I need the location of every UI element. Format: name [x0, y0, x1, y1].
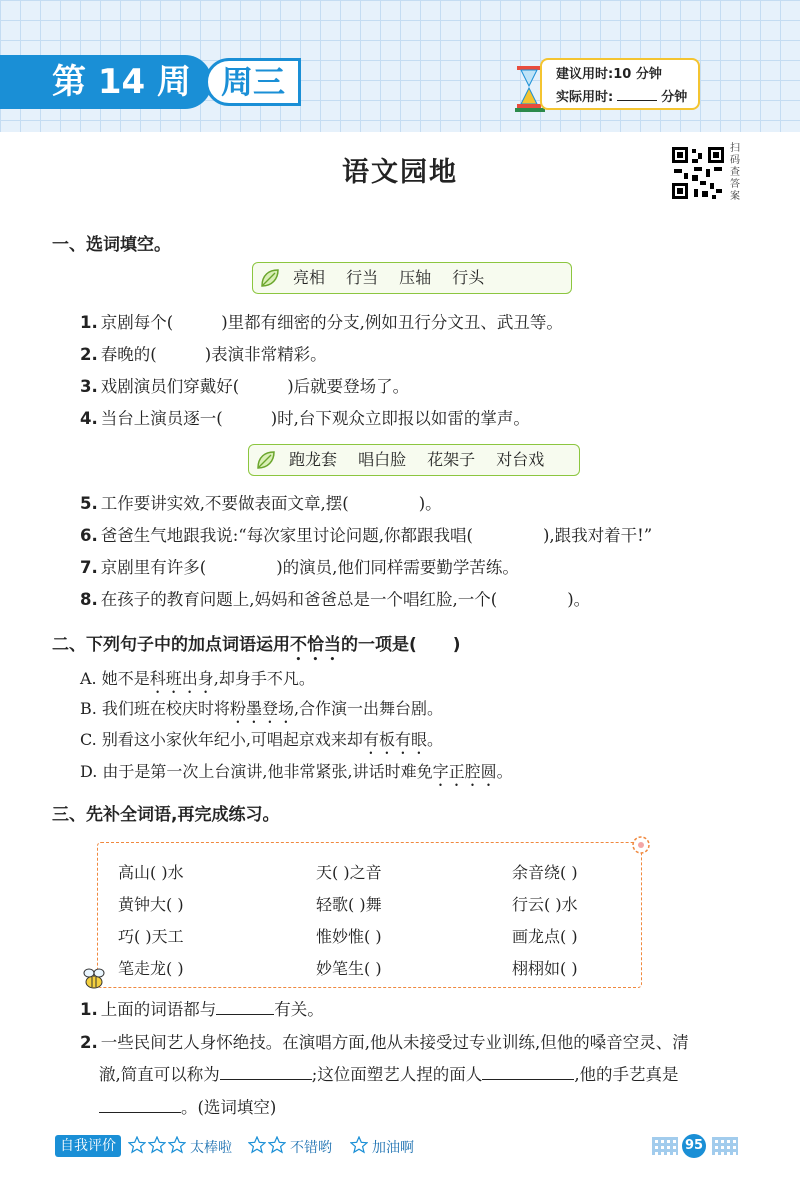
answer-blank[interactable] [220, 1065, 312, 1080]
section-1-heading: 一、选词填空。 [52, 235, 171, 255]
s1-item-1: 1. 京剧每个( )里都有细密的分支,例如丑行分文丑、武丑等。 [80, 313, 563, 332]
week-banner: 第 14 周 [0, 55, 212, 109]
page-title: 语文园地 [342, 157, 458, 188]
flower-icon [630, 834, 652, 856]
qr-caption: 扫码查答案 [730, 143, 740, 202]
s1-item-6: 6. 爸爸生气地跟我说:“每次家里讨论问题,你都跟我唱( ),跟我对着干!” [80, 526, 653, 545]
s1-item-3: 3. 戏剧演员们穿戴好( )后就要登场了。 [80, 377, 410, 396]
rating-keep-going: 加油啊 [372, 1140, 414, 1156]
word-bank-1-words: 亮相 行当 压轴 行头 [293, 268, 485, 287]
idiom-cell[interactable]: 余音绕( ) [512, 863, 578, 882]
s1-item-7: 7. 京剧里有许多( )的演员,他们同样需要勤学苦练。 [80, 558, 519, 577]
actual-time: 实际用时: 分钟 [556, 86, 698, 109]
suggested-time: 建议用时:10 分钟 [556, 67, 662, 82]
s1-item-4: 4. 当台上演员逐一( )时,台下观众立即报以如雷的掌声。 [80, 409, 530, 428]
option-d[interactable]: D. 由于是第一次上台演讲,他非常紧张,讲话时难免字正腔圆。 [80, 762, 513, 781]
word-bank-2-words: 跑龙套 唱白脸 花架子 对台戏 [289, 450, 545, 469]
rating-good: 不错哟 [290, 1140, 332, 1156]
self-eval-label: 自我评价 [55, 1135, 121, 1157]
word-bank-2 [248, 444, 580, 476]
section-3-heading: 三、先补全词语,再完成练习。 [52, 805, 280, 825]
idiom-cell[interactable]: 笔走龙( ) [118, 959, 184, 978]
s1-item-5: 5. 工作要讲实效,不要做表面文章,摆( )。 [80, 494, 442, 513]
word-bank-1 [252, 262, 572, 294]
leaf-icon [259, 267, 281, 289]
s3-question-1: 1. 上面的词语都与 有关。 [80, 1000, 324, 1019]
idiom-cell[interactable]: 画龙点( ) [512, 927, 578, 946]
idiom-cell[interactable]: 黄钟大( ) [118, 895, 184, 914]
s1-item-8: 8. 在孩子的教育问题上,妈妈和爸爸总是一个唱红脸,一个( )。 [80, 590, 591, 609]
leaf-icon [255, 449, 277, 471]
idiom-cell[interactable]: 行云( )水 [512, 895, 578, 914]
option-b[interactable]: B. 我们班在校庆时将粉墨登场,合作演一出舞台剧。 [80, 699, 444, 718]
answer-blank[interactable] [99, 1098, 181, 1113]
day-badge: 周三 [205, 58, 301, 106]
s1-item-2: 2. 春晚的( )表演非常精彩。 [80, 345, 327, 364]
page-number: 95 [682, 1134, 706, 1158]
option-c[interactable]: C. 别看这小家伙年纪小,可唱起京戏来却有板有眼。 [80, 730, 443, 749]
s3-question-2-line-3: 。(选词填空) [99, 1094, 276, 1118]
idiom-cell[interactable]: 天( )之音 [316, 863, 382, 882]
star-icon[interactable] [350, 1136, 368, 1154]
star-icon[interactable] [268, 1136, 286, 1154]
rating-great: 太棒啦 [190, 1140, 232, 1156]
bee-icon [80, 966, 108, 992]
idiom-cell[interactable]: 轻歌( )舞 [316, 895, 382, 914]
answer-blank[interactable] [216, 1000, 274, 1015]
page-number-decoration [652, 1137, 678, 1155]
page-number-decoration [712, 1137, 738, 1155]
star-icon[interactable] [168, 1136, 186, 1154]
idiom-cell[interactable]: 高山( )水 [118, 863, 184, 882]
s3-question-2-line-1: 2. 一些民间艺人身怀绝技。在演唱方面,他从未接受过专业训练,但他的嗓音空灵、清 [80, 1033, 689, 1052]
section-2-heading: 二、下列句子中的加点词语运用不恰当的一项是( ) [52, 635, 461, 655]
s3-question-2-line-2: 澈,简直可以称为 ;这位面塑艺人捏的面人 ,他的手艺真是 [99, 1065, 679, 1084]
answer-blank[interactable] [482, 1065, 574, 1080]
idiom-cell[interactable]: 栩栩如( ) [512, 959, 578, 978]
option-a[interactable]: A. 她不是科班出身,却身手不凡。 [80, 669, 315, 688]
star-icon[interactable] [248, 1136, 266, 1154]
idiom-cell[interactable]: 巧( )天工 [118, 927, 184, 946]
idiom-cell[interactable]: 惟妙惟( ) [316, 927, 382, 946]
star-icon[interactable] [148, 1136, 166, 1154]
time-box [540, 58, 700, 110]
idiom-cell[interactable]: 妙笔生( ) [316, 959, 382, 978]
star-icon[interactable] [128, 1136, 146, 1154]
